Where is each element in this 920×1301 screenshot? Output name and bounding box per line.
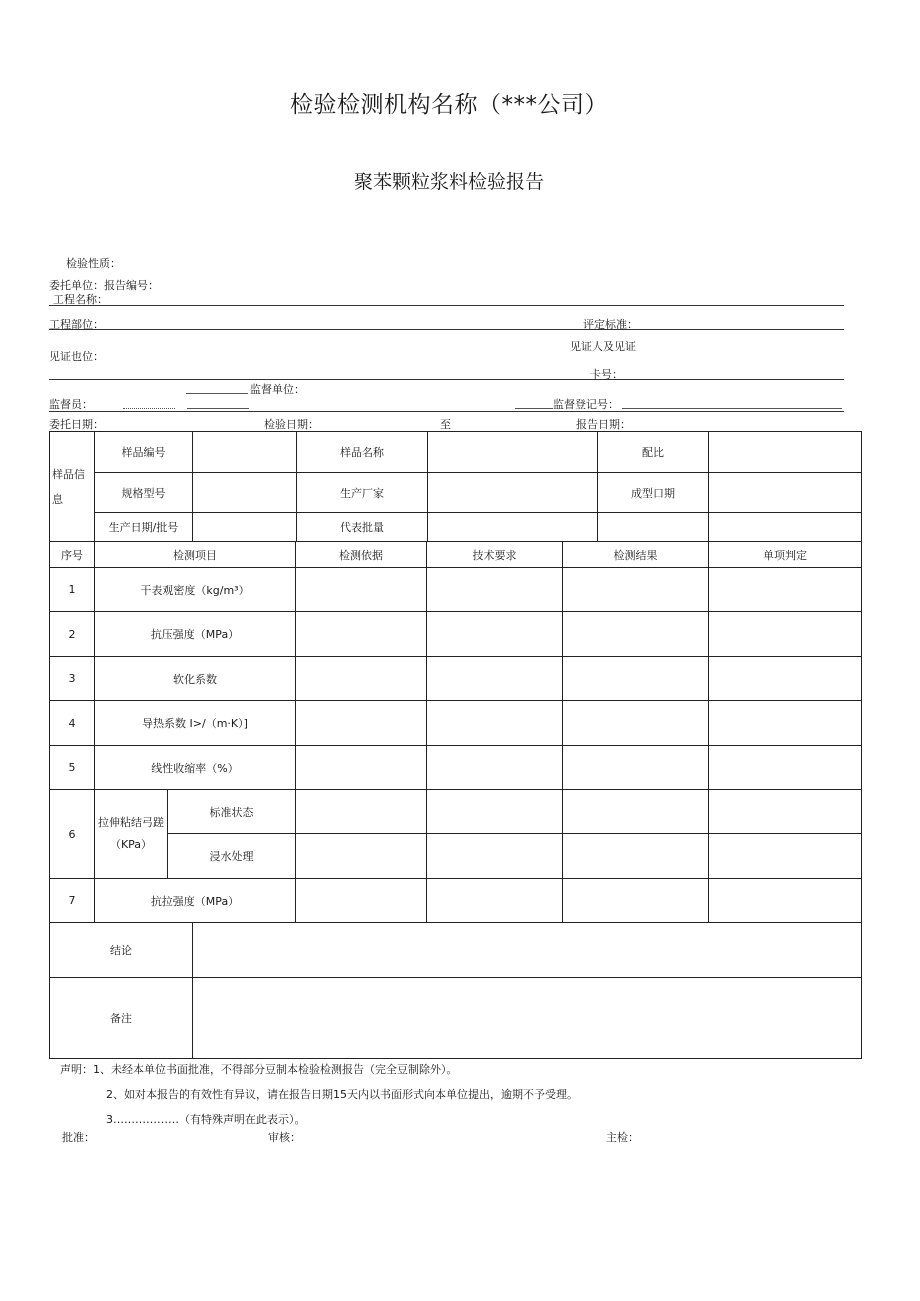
divider-line <box>49 305 844 306</box>
requirement-cell[interactable] <box>427 657 563 701</box>
production-date-batch-label: 生产日期/批号 <box>95 513 193 542</box>
basis-cell[interactable] <box>296 746 427 790</box>
supervisor-label: 监督员： <box>49 398 93 411</box>
judgement-cell[interactable] <box>709 834 862 879</box>
conclusion-table <box>49 922 862 1059</box>
requirement-cell[interactable] <box>427 612 563 657</box>
org-name-title: 检验检测机构名称（***公司） <box>290 92 608 118</box>
commission-date-label: 委托日期： <box>49 418 104 431</box>
result-cell[interactable] <box>563 790 709 834</box>
results-table <box>49 541 862 923</box>
sample-info-table <box>49 431 862 542</box>
sample-no-label: 样品编号 <box>95 432 193 473</box>
client-report-no-label: 委托单位：报告编号： <box>49 279 159 292</box>
remarks-label: 备注 <box>50 978 193 1059</box>
result-cell[interactable] <box>563 834 709 879</box>
row-no: 6 <box>50 790 95 879</box>
supervision-reg-label: 监督登记号： <box>553 398 619 411</box>
witness-unit-label: 见证也位： <box>49 350 104 363</box>
chief-inspector-label: 主检： <box>606 1131 639 1144</box>
basis-cell[interactable] <box>296 834 427 879</box>
judgement-cell[interactable] <box>709 879 862 923</box>
requirement-cell[interactable] <box>427 790 563 834</box>
header-requirement: 技术要求 <box>427 542 563 568</box>
supervisor-underline <box>187 408 249 409</box>
project-location-label: 工程部位： <box>49 318 104 331</box>
basis-cell[interactable] <box>296 879 427 923</box>
judgement-cell[interactable] <box>709 657 862 701</box>
basis-cell[interactable] <box>296 790 427 834</box>
supervision-reg-underline <box>622 408 842 409</box>
manufacturer-label: 生产厂家 <box>297 473 428 513</box>
row-subitem: 标准状态 <box>168 790 296 834</box>
empty-cell <box>709 513 862 542</box>
inspection-nature-label: 检验性质： <box>66 257 121 270</box>
header-judgement: 单项判定 <box>709 542 862 568</box>
row-item: 软化系数 <box>95 657 296 701</box>
result-cell[interactable] <box>563 657 709 701</box>
row-no: 1 <box>50 568 95 612</box>
forming-date-label: 成型口期 <box>598 473 709 513</box>
statement-note-3: 3………………（有特殊声明在此表示）。 <box>106 1113 306 1126</box>
result-cell[interactable] <box>563 879 709 923</box>
row-item: 干表观密度（kg/m³） <box>95 568 296 612</box>
row-item: 导热系数 I>/（m·K）] <box>95 701 296 746</box>
judgement-cell[interactable] <box>709 612 862 657</box>
row-no: 4 <box>50 701 95 746</box>
forming-date-value[interactable] <box>709 473 862 513</box>
supervision-unit-underline <box>186 393 248 394</box>
basis-cell[interactable] <box>296 612 427 657</box>
divider-line <box>49 379 844 380</box>
judgement-cell[interactable] <box>709 746 862 790</box>
basis-cell[interactable] <box>296 657 427 701</box>
production-date-batch-value[interactable] <box>193 513 297 542</box>
row-no: 5 <box>50 746 95 790</box>
evaluation-standard-label: 评定标准： <box>583 318 638 331</box>
requirement-cell[interactable] <box>427 834 563 879</box>
header-result: 检测结果 <box>563 542 709 568</box>
judgement-cell[interactable] <box>709 701 862 746</box>
sample-info-group-label: 样品信息 <box>50 432 95 542</box>
row-item: 拉伸粘结弓蹉（KPa） <box>95 790 168 879</box>
header-basis: 检测依据 <box>296 542 427 568</box>
row-no: 7 <box>50 879 95 923</box>
row-item: 线性收缩率（%） <box>95 746 296 790</box>
mix-ratio-label: 配比 <box>598 432 709 473</box>
conclusion-label: 结论 <box>50 923 193 978</box>
row-no: 2 <box>50 612 95 657</box>
remarks-value[interactable] <box>193 978 862 1059</box>
result-cell[interactable] <box>563 568 709 612</box>
inspection-date-label: 检验日期： <box>264 418 319 431</box>
sample-name-value[interactable] <box>428 432 598 473</box>
header-item: 检测项目 <box>95 542 296 568</box>
divider-line <box>49 411 844 412</box>
spec-model-label: 规格型号 <box>95 473 193 513</box>
date-to-label: 至 <box>440 418 451 431</box>
manufacturer-value[interactable] <box>428 473 598 513</box>
supervision-reg-underline <box>515 408 553 409</box>
witness-person-label: 见证人及见证 <box>570 340 636 353</box>
result-cell[interactable] <box>563 701 709 746</box>
result-cell[interactable] <box>563 746 709 790</box>
representative-batch-value[interactable] <box>428 513 598 542</box>
supervisor-underline <box>123 408 175 409</box>
basis-cell[interactable] <box>296 701 427 746</box>
review-label: 审核： <box>268 1131 301 1144</box>
witness-card-label: 卡号： <box>590 368 623 381</box>
empty-cell <box>598 513 709 542</box>
judgement-cell[interactable] <box>709 568 862 612</box>
row-item: 抗拉强度（MPa） <box>95 879 296 923</box>
supervision-unit-label: 监督单位： <box>250 383 305 396</box>
project-name-label: 工程名称： <box>53 293 108 306</box>
divider-line <box>49 329 844 330</box>
report-title: 聚苯颗粒浆料检验报告 <box>354 171 545 193</box>
approve-label: 批准： <box>62 1131 95 1144</box>
row-no: 3 <box>50 657 95 701</box>
representative-batch-label: 代表批量 <box>297 513 428 542</box>
row-subitem: 浸水处理 <box>168 834 296 879</box>
basis-cell[interactable] <box>296 568 427 612</box>
header-no: 序号 <box>50 542 95 568</box>
sample-name-label: 样品名称 <box>297 432 428 473</box>
requirement-cell[interactable] <box>427 568 563 612</box>
result-cell[interactable] <box>563 612 709 657</box>
requirement-cell[interactable] <box>427 879 563 923</box>
judgement-cell[interactable] <box>709 790 862 834</box>
sample-no-value[interactable] <box>193 432 297 473</box>
requirement-cell[interactable] <box>427 746 563 790</box>
requirement-cell[interactable] <box>427 701 563 746</box>
report-date-label: 报告日期： <box>576 418 631 431</box>
spec-model-value[interactable] <box>193 473 297 513</box>
statement-note-2: 2、如对本报告的有效性有异议，请在报告日期15天内以书面形式向本单位提出，逾期不予受理。 <box>106 1088 578 1101</box>
mix-ratio-value[interactable] <box>709 432 862 473</box>
row-item: 抗压强度（MPa） <box>95 612 296 657</box>
statement-note-1: 声明：1、未经本单位书面批准，不得部分豆制本检验检测报告（完全豆制除外）。 <box>60 1063 458 1076</box>
conclusion-value[interactable] <box>193 923 862 978</box>
